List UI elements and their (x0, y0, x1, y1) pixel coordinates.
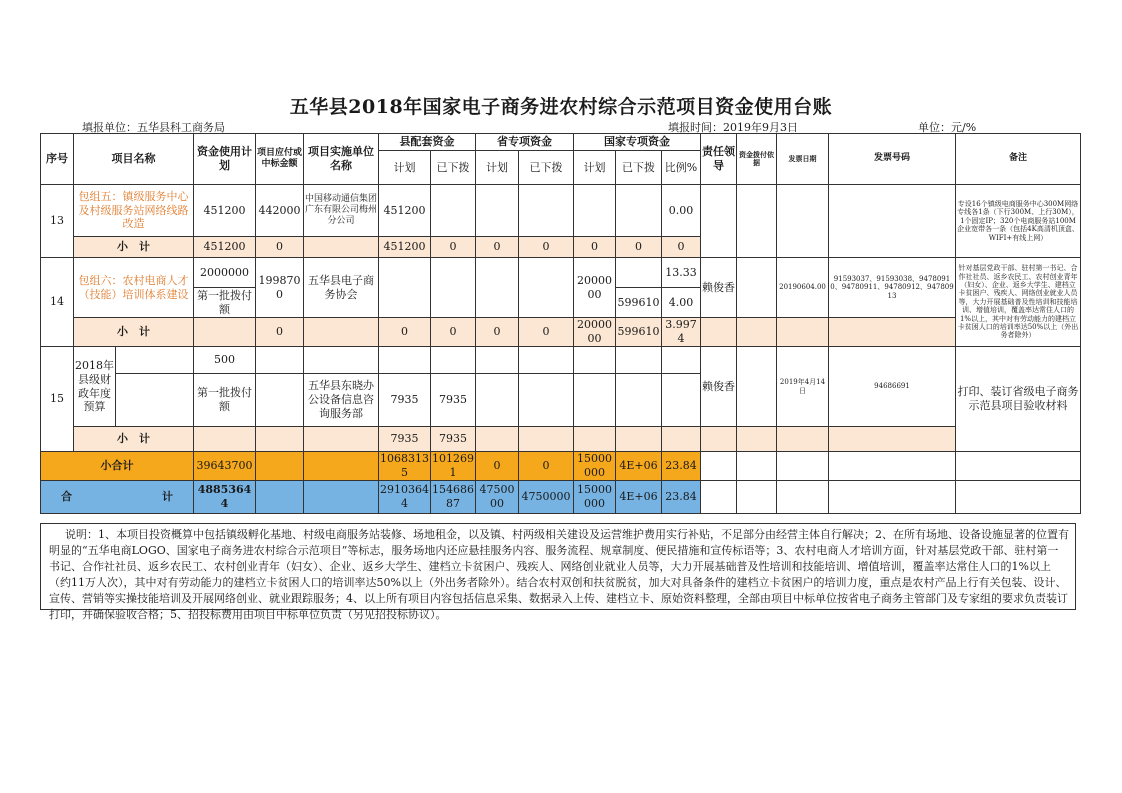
subtotal-prov-plan: 0 (476, 452, 519, 481)
row13-seq: 13 (41, 185, 74, 258)
row13-subtotal-county-issued: 0 (431, 237, 476, 258)
cell (701, 452, 737, 481)
fund-ledger-table (40, 133, 1081, 514)
subtotal-ratio: 23.84 (662, 452, 701, 481)
header-item-name: 项目名称 (74, 134, 194, 185)
cell (431, 347, 476, 374)
fill-time: 填报时间：2019年9月3日 (668, 121, 798, 134)
row15-county-issued: 7935 (431, 374, 476, 427)
cell (662, 347, 701, 374)
total-prov-plan: 4750000 (476, 480, 519, 513)
total-label (41, 480, 194, 513)
row14-bid: 1998700 (256, 258, 304, 318)
cell (829, 185, 956, 258)
cell (737, 452, 777, 481)
row13-bid: 442000 (256, 185, 304, 237)
header-remark: 备注 (956, 134, 1081, 185)
cell (519, 427, 574, 452)
cell (616, 374, 662, 427)
header-invoice-no: 发票号码 (829, 134, 956, 185)
cell (574, 185, 616, 237)
cell (476, 427, 519, 452)
row13-subtotal-nat-plan: 0 (574, 237, 616, 258)
cell (116, 374, 194, 427)
header-province-fund: 省专项资金 (476, 134, 574, 151)
row14-subtotal-nat-issued: 599610 (616, 318, 662, 347)
row14-fund-plan: 2000000 (194, 258, 256, 288)
subtotal-county-plan: 10683135 (380, 452, 429, 479)
row15-subtotal-county-plan: 7935 (379, 427, 431, 452)
fill-unit: 填报单位：五华县科工商务局 (82, 121, 225, 134)
cell (256, 452, 304, 481)
cell (701, 185, 737, 258)
header-fund-plan: 资金使用计划 (194, 134, 256, 185)
row13-fund-plan: 451200 (194, 185, 256, 237)
cell (777, 185, 829, 258)
header-implementer: 项目实施单位名称 (304, 134, 379, 185)
row14-subtotal-prov-plan: 0 (476, 318, 519, 347)
cell (256, 347, 304, 374)
notes-box: 说明：1、本项目投资概算中包括镇级孵化基地、村级电商服务站装修、场地租金，以及镇、村两级相关建设及运营维护费用实行补贴，不足部分由经营主体自行解决；2、在所有场地、设备设施显著的位置有明显的“五华电商LOGO、国家电子商务进农村综合示范项目”等标志，服务场地内还应悬挂服务内容、服务流程、规章制度、便民措施和宣传标语等；3、农村电商人才培训方面，针对基层党政干部、驻村第一书记、合作社社员、返乡农民工、农村创业青年（妇女）、企业、返乡大学生、建档立卡贫困户、残疾人、网络创业就业人员等，大力开展基础普及性培训和技能培训、增值培训，覆盖率达常住人口的1%以上（约11万人次），其中对有劳动能力的建档立卡贫困人口的培训率达50%以上（外出务者除外）。结合农村双创和扶贫脱贫，加大对具备条件的建档立卡贫困户的培训力度，重点是农村产品上行有关包装、设计、宣传、营销等实操技能培训及开展网络创业、就业跟踪服务；4、以上所有项目内容包括信息采集、数据录入上传、建档立卡、原始资料整理，全部由项目中标单位按省电子商务主管部门及专家组的要求负责装订打印，并确保验收合格；5、招投标费用由项目中标单位负责（另见招投标协议）。 (40, 523, 1076, 610)
cell (519, 374, 574, 427)
row15-implementer: 五华县东晓办公设备信息咨询服务部 (304, 374, 379, 427)
row14-invoice-date: 20190604.00 (777, 258, 829, 318)
row14-subtotal-nat-plan: 2000000 (574, 318, 616, 347)
row13-subtotal-nat-issued: 0 (616, 237, 662, 258)
row13-subtotal-prov-plan: 0 (476, 237, 519, 258)
cell (829, 480, 956, 513)
row14-nat-issued: 599610 (616, 288, 662, 318)
cell (431, 258, 476, 318)
cell (777, 480, 829, 513)
row13-subtotal-label: 小 计 (74, 237, 194, 258)
header-leader: 责任领导 (701, 134, 737, 185)
total-nat-issued: 4E+06 (616, 480, 662, 513)
header-payment-basis: 资金拨付依据 (737, 134, 777, 185)
row15-fund-plan: 500 (194, 347, 256, 374)
cell (616, 258, 662, 288)
cell (304, 480, 379, 513)
row14-batch-label: 第一批拨付额 (194, 288, 256, 318)
row13-remark: 专设16个镇级电商服务中心300M网络专线各1条（下行300M、上行30M），1个固定IP；320个电商服务站100M企业宽带各一条（包括4K高清机顶盒、WIFI+有线上网） (956, 185, 1081, 258)
cell (256, 374, 304, 427)
header-county-plan: 计划 (379, 151, 431, 185)
row14-subtotal-county-issued: 0 (431, 318, 476, 347)
cell (116, 347, 194, 374)
cell (574, 427, 616, 452)
row13-ratio: 0.00 (662, 185, 701, 237)
cell (956, 452, 1081, 481)
cell (574, 347, 616, 374)
header-bid-amount: 项目应付或中标金额 (256, 134, 304, 185)
cell (777, 318, 829, 347)
cell (304, 427, 379, 452)
header-nat-issued: 已下拨 (616, 151, 662, 185)
row13-county-plan: 451200 (379, 185, 431, 237)
page-title: 五华县2018年国家电子商务进农村综合示范项目资金使用台账 (289, 96, 833, 118)
cell (662, 427, 701, 452)
cell (777, 452, 829, 481)
cell (737, 347, 777, 427)
header-national-fund: 国家专项资金 (574, 134, 701, 151)
cell (737, 480, 777, 513)
cell (829, 318, 956, 347)
cell (737, 258, 777, 318)
row13-name: 包组五：镇级服务中心及村级服务站网络线路改造 (74, 185, 194, 237)
cell (701, 318, 737, 347)
cell (829, 452, 956, 481)
row14-nat-plan: 2000000 (574, 258, 616, 318)
row15-county-plan: 7935 (379, 374, 431, 427)
cell (304, 452, 379, 481)
row14-subtotal-label: 小 计 (74, 318, 194, 347)
row13-subtotal-bid: 0 (256, 237, 304, 258)
cell (476, 185, 519, 237)
cell (737, 185, 777, 258)
row14-seq: 14 (41, 258, 74, 347)
cell (616, 185, 662, 237)
row14-ratio-2: 4.00 (662, 288, 701, 318)
total-label-2: 计 (162, 489, 173, 503)
row14-invoice-no: 91593037、91593038、94780910、94780911、94780912、94780913 (829, 258, 956, 318)
row13-subtotal-prov-issued: 0 (519, 237, 574, 258)
cell (519, 347, 574, 374)
cell (304, 237, 379, 258)
subtotal-label: 小合计 (41, 452, 194, 481)
header-county-fund: 县配套资金 (379, 134, 476, 151)
cell (379, 347, 431, 374)
cell (701, 427, 737, 452)
cell (256, 427, 304, 452)
header-county-issued: 已下拨 (431, 151, 476, 185)
unit-label: 单位：元/% (918, 121, 977, 134)
total-fund-plan: 48853644 (194, 480, 256, 513)
header-invoice-date: 发票日期 (777, 134, 829, 185)
row15-invoice-no: 94686691 (829, 347, 956, 427)
cell (519, 185, 574, 237)
cell (519, 258, 574, 318)
subtotal-nat-plan: 15000000 (574, 452, 616, 481)
subtotal-county-issued: 1012691 (432, 452, 474, 479)
cell (737, 427, 777, 452)
subtotal-prov-issued: 0 (519, 452, 574, 481)
row13-subtotal-ratio: 0 (662, 237, 701, 258)
row14-subtotal-prov-issued: 0 (519, 318, 574, 347)
row14-subtotal-county-plan: 0 (379, 318, 431, 347)
total-county-issued: 15468687 (431, 480, 476, 513)
total-county-plan: 29103644 (379, 480, 431, 513)
row15-remark: 打印、装订省级电子商务示范县项目验收材料 (956, 347, 1081, 452)
row14-name: 包组六：农村电商人才（技能）培训体系建设 (74, 258, 194, 318)
cell (476, 374, 519, 427)
row14-leader: 赖俊香 (701, 258, 737, 318)
cell (379, 258, 431, 318)
header-prov-issued: 已下拨 (519, 151, 574, 185)
row15-leader: 赖俊香 (701, 347, 737, 427)
subtotal-nat-issued: 4E+06 (616, 452, 662, 481)
cell (574, 374, 616, 427)
cell (304, 347, 379, 374)
subtotal-fund-plan: 39643700 (194, 452, 256, 481)
row15-subtotal-label: 小 计 (74, 427, 194, 452)
cell (829, 427, 956, 452)
row13-implementer: 中国移动通信集团广东有限公司梅州分公司 (304, 185, 379, 237)
row14-ratio-1: 13.33 (662, 258, 701, 288)
cell (194, 318, 256, 347)
total-nat-plan: 15000000 (574, 480, 616, 513)
header-seq: 序号 (41, 134, 74, 185)
cell (304, 318, 379, 347)
total-label-1: 合 (61, 489, 72, 503)
header-ratio: 比例% (662, 151, 701, 185)
row14-remark: 针对基层党政干部、驻村第一书记、合作社社员、返乡农民工、农村创业青年（妇女）、企业、返乡大学生、建档立卡贫困户、残疾人、网络创业就业人员等，大力开展基础普及性培训和技能培训、增值培训，覆盖率达常住人口的1%以上，其中对有劳动能力的建档立卡贫困人口的培训率达50%以上（外出务者除外） (956, 258, 1081, 347)
row15-name: 2018年县级财政年度预算 (74, 347, 116, 427)
cell (956, 480, 1081, 513)
cell (616, 427, 662, 452)
cell (616, 347, 662, 374)
total-prov-issued: 4750000 (519, 480, 574, 513)
cell (737, 318, 777, 347)
header-prov-plan: 计划 (476, 151, 519, 185)
cell (701, 480, 737, 513)
row15-batch-label: 第一批拨付额 (194, 374, 256, 427)
row14-subtotal-ratio: 3.9974 (662, 318, 701, 347)
cell (431, 185, 476, 237)
cell (476, 258, 519, 318)
total-ratio: 23.84 (662, 480, 701, 513)
row14-implementer: 五华县电子商务协会 (304, 258, 379, 318)
row14-subtotal-bid: 0 (256, 318, 304, 347)
cell (476, 347, 519, 374)
row13-subtotal-fund-plan: 451200 (194, 237, 256, 258)
row15-invoice-date: 2019年4月14日 (777, 347, 829, 427)
cell (256, 480, 304, 513)
cell (777, 427, 829, 452)
row15-seq: 15 (41, 347, 74, 452)
cell (662, 374, 701, 427)
row15-subtotal-county-issued: 7935 (431, 427, 476, 452)
row13-subtotal-county-plan: 451200 (379, 237, 431, 258)
header-nat-plan: 计划 (574, 151, 616, 185)
cell (194, 427, 256, 452)
